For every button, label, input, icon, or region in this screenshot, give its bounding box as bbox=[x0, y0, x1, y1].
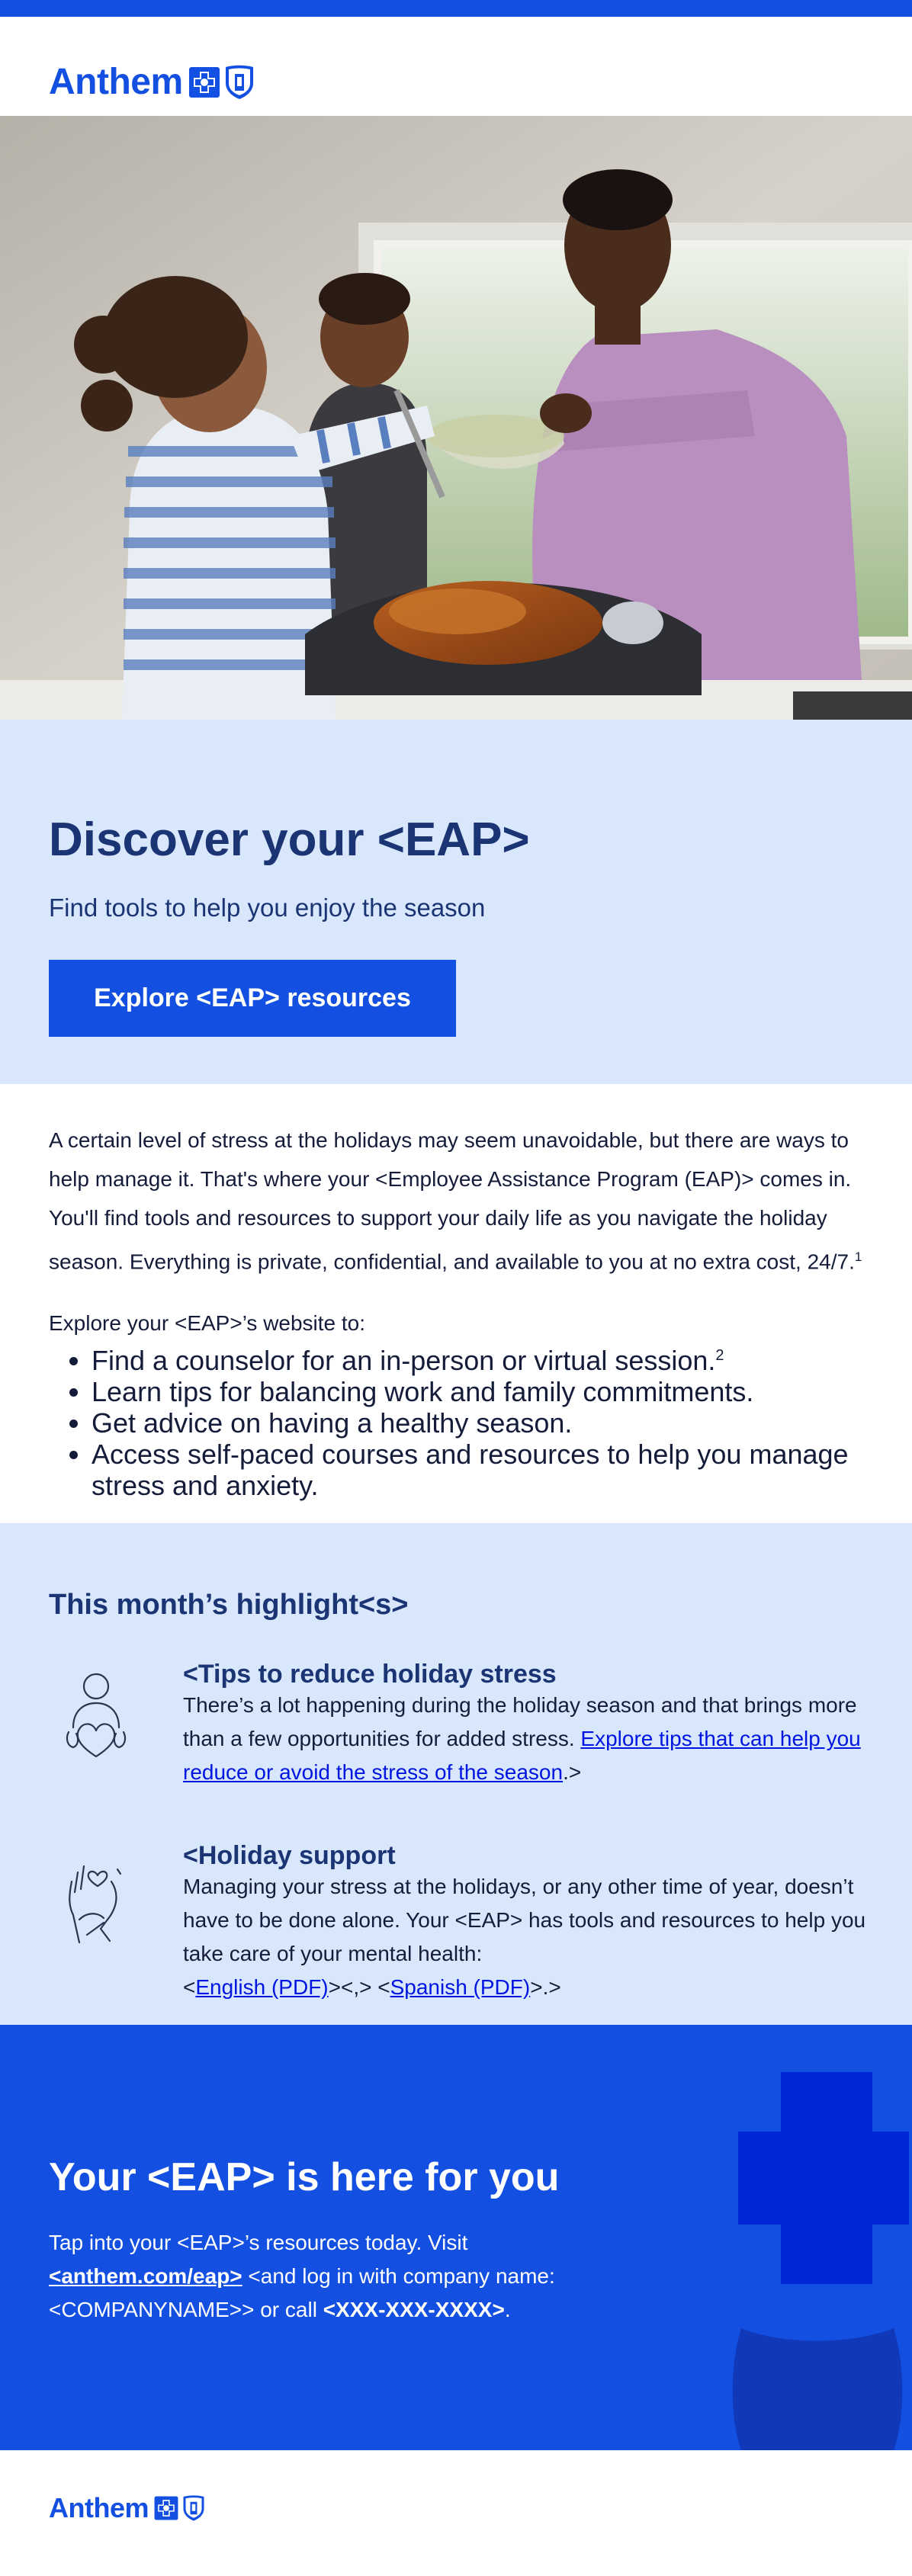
highlight-text-tips bbox=[183, 1660, 877, 1789]
spanish-pdf-link[interactable]: Spanish (PDF) bbox=[390, 1975, 531, 2000]
hero-photo-family-cooking bbox=[0, 116, 912, 720]
hero-photo bbox=[0, 116, 912, 720]
intro-paragraph bbox=[49, 1121, 863, 1281]
explore-tips-link[interactable]: Explore tips that can help you reduce or avoid the stress of the season bbox=[183, 1727, 861, 1785]
email-header bbox=[0, 17, 912, 116]
phone-number[interactable]: <XXX-XXX-XXXX> bbox=[323, 2298, 505, 2321]
blue-shield-icon bbox=[224, 65, 255, 100]
highlight-text-support bbox=[183, 1842, 877, 2004]
here-for-you-section bbox=[0, 2025, 912, 2450]
hand-heart-icon bbox=[64, 1859, 128, 1950]
top-brand-bar bbox=[0, 0, 912, 17]
blue-cross-icon bbox=[188, 66, 221, 99]
anthem-logo[interactable] bbox=[49, 64, 255, 101]
list-item: • Find a counselor for an in-person or virtual session.$^2$ bbox=[92, 1340, 863, 1376]
blue-shield-icon bbox=[182, 2494, 205, 2522]
highlights-section bbox=[0, 1523, 912, 2025]
eap-url-link[interactable]: <anthem.com/eap> bbox=[49, 2264, 242, 2288]
person-heart-icon bbox=[64, 1673, 128, 1764]
here-title: Your <EAP> is here for you bbox=[49, 2155, 560, 2199]
email-footer bbox=[0, 2450, 912, 2576]
highlight-heading: <Holiday support bbox=[183, 1841, 396, 1870]
discover-section bbox=[0, 720, 912, 1084]
list-item: • Learn tips for balancing work and family commitments. bbox=[92, 1376, 863, 1407]
logo-wordmark: Anthem bbox=[49, 2492, 149, 2523]
cross-shield-decoration bbox=[714, 2025, 912, 2450]
footer-anthem-logo[interactable] bbox=[49, 2494, 205, 2522]
explore-lead: Explore your <EAP>’s website to: bbox=[49, 1311, 366, 1336]
bcbs-marks bbox=[153, 2494, 205, 2522]
intro-section bbox=[0, 1084, 912, 1523]
discover-title: Discover your <EAP> bbox=[49, 813, 530, 866]
list-item: • Get advice on having a healthy season. bbox=[92, 1407, 863, 1439]
list-item: • Access self-paced courses and resources to help you manage stress and anxiety. bbox=[92, 1439, 863, 1501]
discover-subtitle: Find tools to help you enjoy the season bbox=[49, 893, 486, 922]
highlights-title: This month’s highlight<s> bbox=[49, 1589, 409, 1621]
intro-text: A certain level of stress at the holidays may seem unavoidable, but there are ways to help manage it. That's where your <Employee Assistance Program (EAP)> comes in. You'll find tools and resources to support your daily life as you navigate the holiday season. Everything is private, confidential, and available to you at no extra cost, 24/7. bbox=[49, 1128, 855, 1274]
explore-eap-resources-button[interactable]: Explore <EAP> resources bbox=[49, 960, 456, 1037]
blue-cross-icon bbox=[153, 2495, 179, 2521]
benefits-list bbox=[49, 1340, 863, 1501]
bcbs-marks bbox=[188, 65, 255, 100]
logo-wordmark: Anthem bbox=[49, 62, 183, 102]
highlight-body: Managing your stress at the holidays, or any other time of year, doesn’t have to be done alone. Your <EAP> has tools and resources to help you take care of your mental health: <English (PDF)><,> <Spanish (PDF)>.> bbox=[183, 1875, 866, 2000]
footnote-2: 2 bbox=[715, 1347, 724, 1365]
footnote-1: 1 bbox=[854, 1250, 862, 1264]
english-pdf-link[interactable]: English (PDF) bbox=[195, 1975, 329, 2000]
highlight-heading: <Tips to reduce holiday stress bbox=[183, 1660, 557, 1689]
highlight-body: There’s a lot happening during the holiday season and that brings more than a few opportunities for added stress. Explore tips that can help you reduce or avoid the stress of the season.> bbox=[183, 1693, 861, 1785]
here-body: Tap into your <EAP>’s resources today. Visit <anthem.com/eap> <and log in with company name: <COMPANYNAME>> or call <XXX-XXX-XXXX>. bbox=[49, 2231, 555, 2321]
